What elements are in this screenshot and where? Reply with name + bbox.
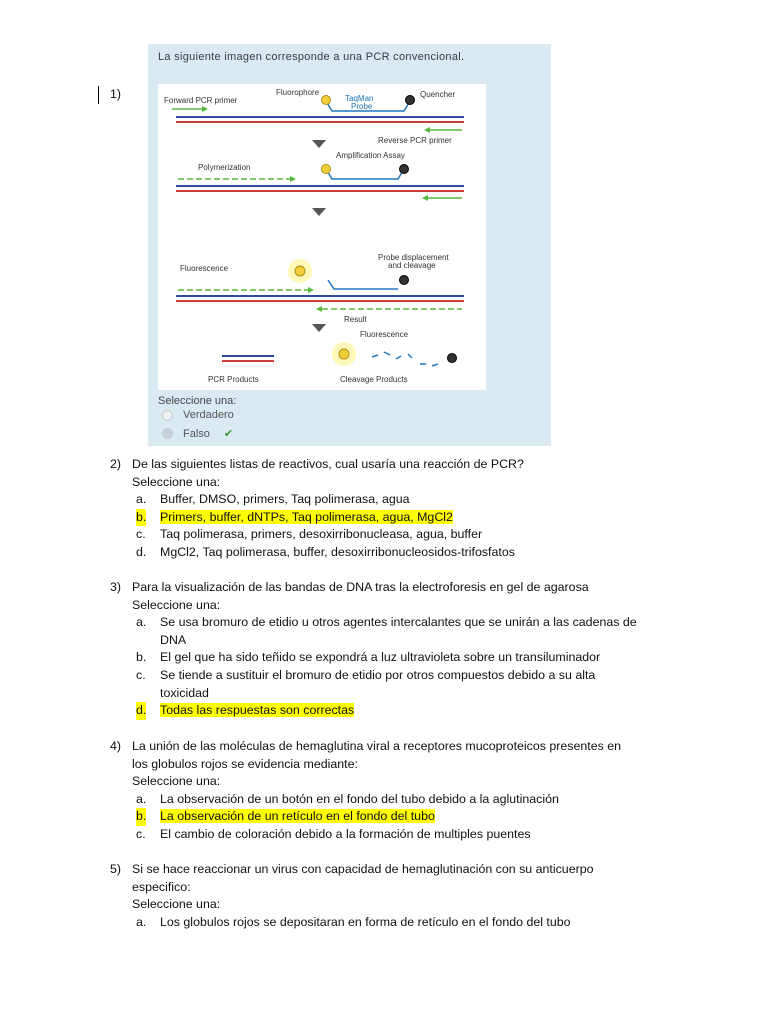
question-number: 1) [110, 87, 122, 101]
question-2 [110, 456, 670, 562]
select-label: Seleccione una: [132, 774, 221, 789]
question-stem-line-2: especifico: [132, 879, 191, 894]
option-a[interactable]: a. Los globulos rojos se depositaran en forma de retículo en el fondo del tubo [136, 914, 571, 929]
option-label: Falso [183, 427, 210, 440]
label-quencher: Quencher [420, 90, 456, 99]
question-stem: Si se hace reaccionar un virus con capacidad de hemaglutinación con su anticuerpo [132, 862, 594, 876]
question-3 [110, 579, 670, 720]
question-4 [110, 738, 670, 844]
label-forward-primer: Forward PCR primer [164, 96, 238, 105]
option-b-highlighted[interactable]: b. La observación de un retículo en el fondo del tubo [110, 808, 670, 826]
option-c[interactable]: c. El cambio de coloración debido a la formación de multiples puentes [136, 826, 531, 841]
radio-icon[interactable] [162, 410, 173, 421]
option-a[interactable]: a. Buffer, DMSO, primers, Taq polimerasa, agua [136, 492, 410, 507]
question-number: 5) [110, 862, 122, 876]
label-pcr-products: PCR Products [208, 375, 259, 384]
option-b-highlighted[interactable]: b. Primers, buffer, dNTPs, Taq polimerasa, agua, MgCl2 [110, 509, 670, 527]
question-stem: Para la visualización de las bandas de DNA tras la electroforesis en gel de agarosa [132, 580, 589, 594]
option-verdadero[interactable] [162, 409, 234, 421]
check-icon: ✔ [223, 428, 234, 440]
question-number: 4) [110, 739, 122, 753]
label-polymerization: Polymerization [198, 163, 251, 172]
question-1-image [148, 44, 551, 446]
radio-selected-icon[interactable] [162, 428, 173, 439]
option-b[interactable]: b. El gel que ha sido teñido se expondrá a luz ultravioleta sobre un transiluminador [136, 650, 601, 665]
question-number: 3) [110, 580, 122, 594]
label-reverse-primer: Reverse PCR primer [378, 136, 452, 145]
label-probe-displacement: Probe displacement [378, 253, 449, 262]
label-fluorescence: Fluorescence [180, 264, 229, 273]
select-label: Seleccione una: [132, 474, 221, 489]
option-falso[interactable] [162, 427, 233, 440]
option-a[interactable]: a. Se usa bromuro de etidio u otros agentes intercalantes que se unirán a las cadenas de DNA [136, 615, 637, 647]
taqman-pcr-figure [158, 84, 486, 390]
label-fluorescence-result: Fluorescence [360, 330, 409, 339]
question-stem-line-2: los globulos rojos se evidencia mediante: [132, 756, 358, 771]
text-cursor [98, 86, 99, 104]
option-d-highlighted[interactable]: d. Todas las respuestas son correctas [110, 702, 670, 720]
label-result: Result [344, 315, 367, 324]
label-fluorophore: Fluorophore [276, 88, 320, 97]
option-c[interactable]: c. Taq polimerasa, primers, desoxirribonucleasa, agua, buffer [136, 527, 483, 542]
question-number: 2) [110, 457, 122, 471]
question-stem: La unión de las moléculas de hemaglutina viral a receptores mucoproteicos presentes en [132, 739, 622, 753]
label-and-cleavage: and cleavage [388, 261, 436, 270]
question-5 [110, 861, 670, 931]
option-label: Verdadero [183, 409, 234, 421]
label-amplification: Amplification Assay [336, 151, 405, 160]
select-label: Seleccione una: [132, 897, 221, 912]
panel-title: La siguiente imagen corresponde a una PCR convencional. [158, 51, 465, 63]
label-cleavage-products: Cleavage Products [340, 375, 408, 384]
select-label: Seleccione una: [158, 395, 237, 407]
option-a[interactable]: a. La observación de un botón en el fondo del tubo debido a la aglutinación [136, 791, 559, 806]
select-label: Seleccione una: [132, 597, 221, 612]
label-taqman: TaqMan [345, 94, 374, 103]
label-probe: Probe [351, 102, 373, 111]
question-stem: De las siguientes listas de reactivos, cual usaría una reacción de PCR? [132, 457, 524, 471]
option-d[interactable]: d. MgCl2, Taq polimerasa, buffer, desoxirribonucleosidos-trifosfatos [136, 544, 515, 559]
option-c[interactable]: c. Se tiende a sustituir el bromuro de etidio por otros compuestos debido a su alta toxicidad [136, 667, 596, 700]
